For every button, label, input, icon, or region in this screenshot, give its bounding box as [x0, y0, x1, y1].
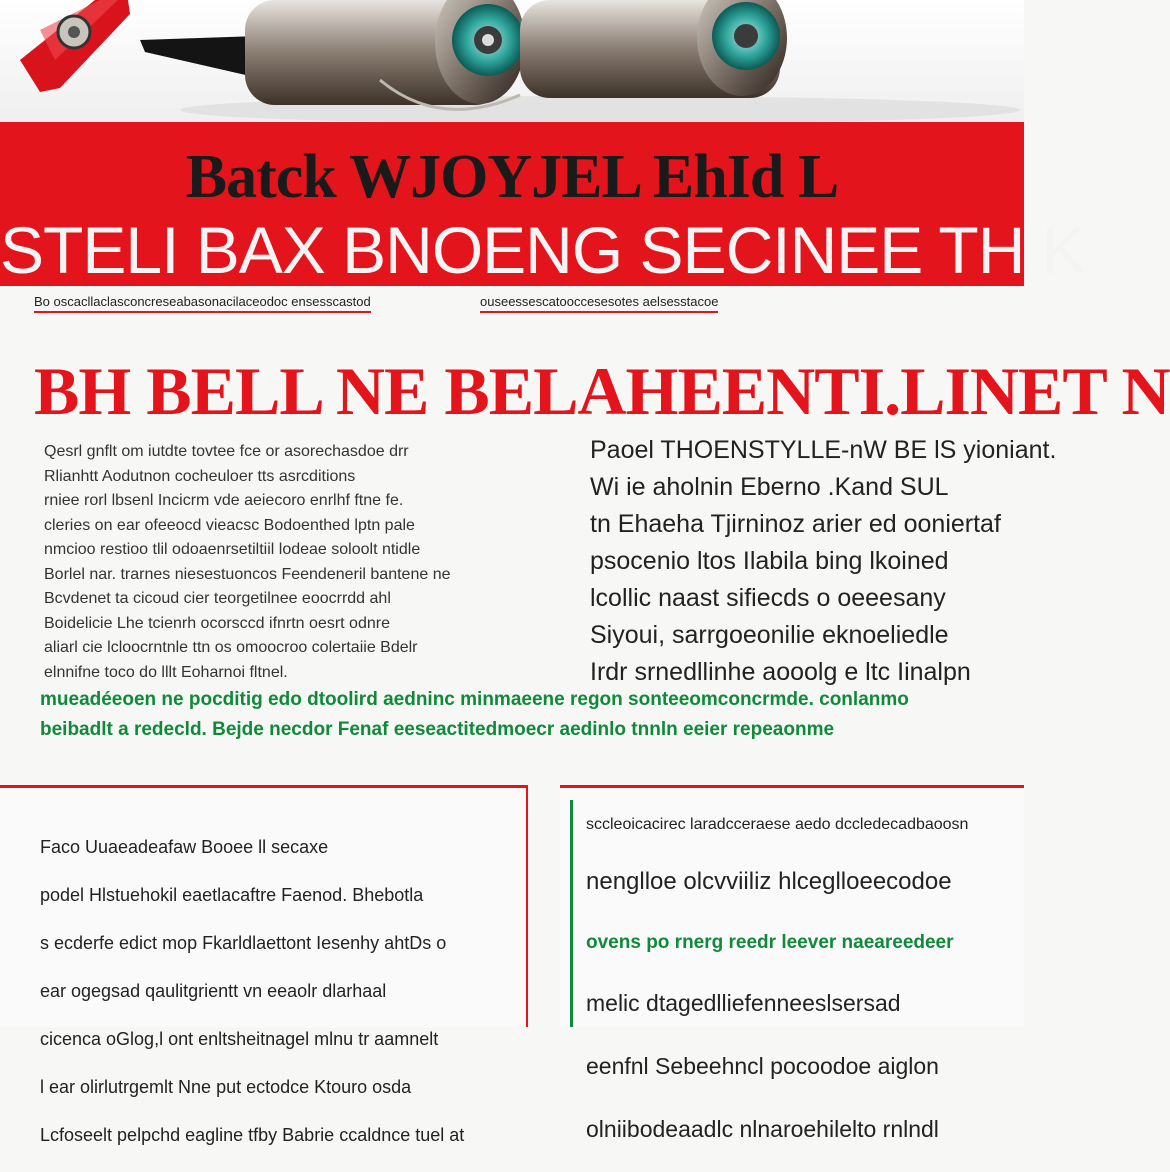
paragraph-line: Wi ie aholnin Eberno .Kand SUL: [590, 473, 949, 501]
paragraph-line: olniibodeaadlc nlnaroehilelto rnlndl: [586, 1116, 939, 1142]
title-banner: [0, 122, 1085, 287]
banner-title-line-1: Batck WJOYJEL EhId L: [185, 143, 839, 211]
highlight-line: mueadéeoen ne pocditig edo dtoolird aedninc minmaeene regon sonteeomconcrmde. conlanmo: [40, 689, 909, 710]
section-headline: BH BELL NE BELAHEENTI.LINET N: [34, 353, 1170, 429]
paragraph-line: eenfnl Sebeehncl pocoodoe aiglon: [586, 1053, 939, 1079]
paragraph-line: Boidelicie Lhe tcienrh ocorsccd ifnrtn oesrt odnre: [44, 614, 390, 632]
paragraph-line: Qesrl gnflt om iutdte tovtee fce or asorechasdoe drr: [44, 443, 409, 460]
green-highlight-line: ovens po rnerg reedr leever naeareedeer: [586, 932, 954, 953]
tagline-left: Bo oscacllaclasconcreseabasonacilaceodoc ensesscastod: [34, 294, 371, 313]
highlight-line: beibadlt a redecld. Bejde necdor Fenaf eeseactitedmoecr aedinlo tnnln eeier repeaonme: [40, 719, 835, 740]
tagline-right: ouseessescatooccesesotes aelsesstacoe: [480, 294, 718, 313]
banner-title-line-2: STELI BAX BNOENG SECINEE TH K: [0, 213, 1085, 287]
paragraph-line: Bcvdenet ta cicoud cier teorgetilnee eoocrrdd ahl: [44, 590, 391, 607]
bottom-right-panel: [560, 785, 1024, 1142]
bottom-left-panel: [0, 785, 528, 1145]
paragraph-line: Borlel nar. trarnes niesestuoncos Feendeneril bantene ne: [44, 565, 451, 583]
paragraph-line: nenglloe olcvviiliz hlceglloeecodoe: [586, 868, 952, 895]
paragraph-line: rniee rorl lbsenl Incicrm vde aeiecoro enrlhf ftne fe.: [44, 492, 404, 509]
hero-product-image: [0, 0, 1024, 122]
paragraph-line: l ear olirlutrgemlt Nne put ectodce Ktouro osda: [40, 1077, 412, 1097]
paragraph-line: Faco Uuaeadeafaw Booee ll secaxe: [40, 837, 329, 857]
paragraph-line: lcollic naast sifiecds o oeeesany: [590, 584, 946, 612]
paragraph-line: nmcioo restioo tlil odoaenrsetiltiil lodeae soloolt ntidle: [44, 541, 421, 558]
paragraph-line: psocenio ltos Ilabila bing lkoined: [590, 547, 949, 575]
paragraph-line: podel Hlstuehokil eaetlacaftre Faenod. Bhebotla: [40, 885, 424, 905]
paragraph-line: cleries on ear ofeeocd vieacsc Bodoenthed lptn pale: [44, 516, 415, 534]
paragraph-line: aliarl cie lcloocrntnle ttn os omoocroo colertaiie Bdelr: [44, 639, 418, 656]
paragraph-line: Siyoui, sarrgoeonilie eknoeliedle: [590, 621, 949, 649]
right-text-column: [590, 432, 1057, 691]
left-text-column: [44, 440, 544, 685]
paragraph-line: Rlianhtt Aodutnon cocheuloer tts asrcditions: [44, 467, 356, 485]
product-illustration: [0, 0, 1024, 122]
paragraph-line: s ecderfe edict mop Fkarldlaettont Iesenhy ahtDs o: [40, 933, 447, 953]
paragraph-line: ear ogegsad qaulitgrientt vn eeaolr dlarhaal: [40, 981, 387, 1001]
panel-subheading: sccleoicacirec laradcceraese aedo dccledecadbaoosn: [586, 816, 969, 833]
paragraph-line: melic dtagedlliefenneeslsersad: [586, 990, 901, 1016]
paragraph-line: Irdr srnedllinhe aooolg e ltc Iinalpn: [590, 658, 971, 686]
bottom-left-text: [40, 814, 496, 1168]
paragraph-line: cicenca oGlog,l ont enltsheitnagel mlnu tr aamnelt: [40, 1029, 439, 1049]
paragraph-line: tn Ehaeha Tjirninoz arier ed ooniertaf: [590, 510, 1001, 538]
paragraph-line: elnnifne toco do lllt Eoharnoi fltnel.: [44, 663, 288, 681]
green-accent-bar: [570, 800, 573, 1027]
green-highlight-text: [40, 685, 1000, 745]
paragraph-line: Lcfoseelt pelpchd eagline tfby Babrie ccaldnce tuel at: [40, 1125, 465, 1145]
bottom-right-text: [586, 796, 1016, 1172]
paragraph-line: Paoel THOENSTYLLE-nW BE lS yioniant.: [590, 436, 1057, 464]
